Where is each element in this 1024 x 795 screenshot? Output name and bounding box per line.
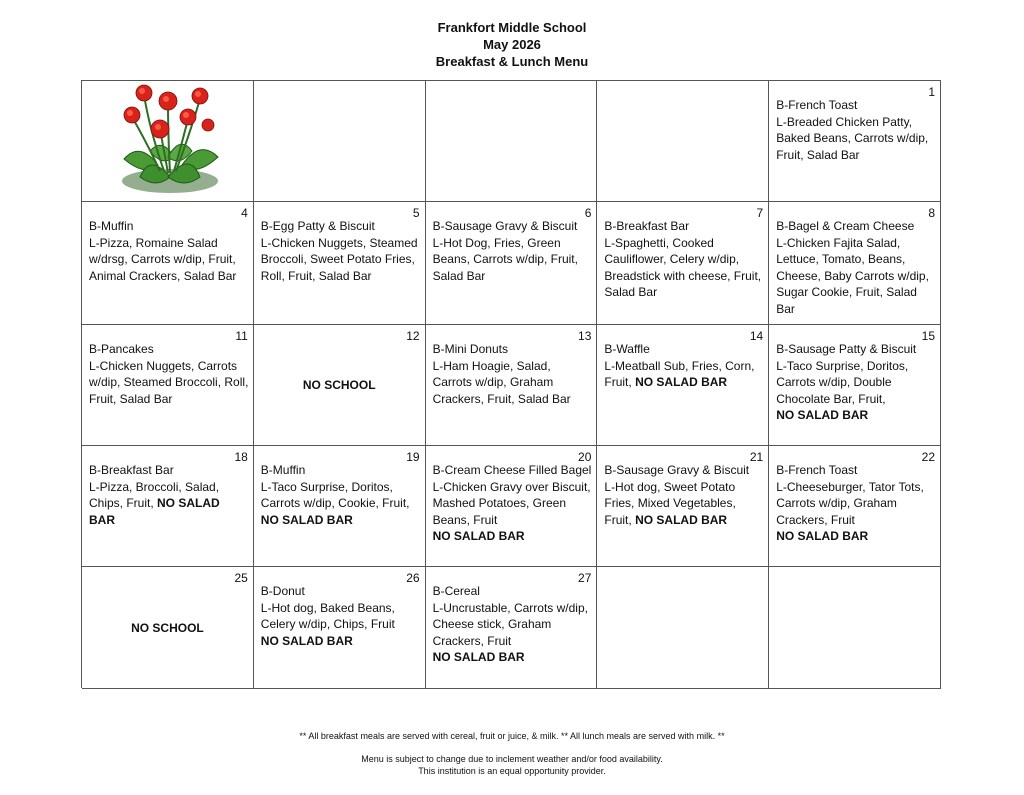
calendar-cell-day-15 bbox=[769, 325, 941, 446]
no-salad-bar-label: NO SALAD BAR bbox=[776, 529, 869, 543]
no-salad-bar-label: NO SALAD BAR bbox=[635, 375, 728, 389]
calendar-cell-day-4 bbox=[82, 202, 254, 325]
lunch-line: Broccoli, Sweet Potato Fries, bbox=[260, 252, 415, 266]
lunch-line: w/drsg, Carrots w/dip, Fruit, bbox=[89, 252, 236, 266]
no-salad-bar-label: NO SALAD BAR bbox=[635, 512, 728, 527]
lunch-line: L-Breaded Chicken Patty, bbox=[776, 114, 913, 129]
lunch-line: L-Pizza, Broccoli, Salad, bbox=[89, 479, 220, 494]
breakfast-item: B-Breakfast Bar bbox=[604, 219, 690, 233]
lunch-line-with-flag bbox=[604, 512, 764, 529]
menu-month: May 2026 bbox=[483, 37, 541, 52]
lunch-line: L-Pizza, Romaine Salad bbox=[89, 235, 218, 250]
lunch-line: Crackers, Fruit bbox=[432, 633, 512, 648]
calendar-cell-day-5 bbox=[254, 202, 426, 325]
lunch-line-with-flag bbox=[604, 374, 764, 391]
day-number: 14 bbox=[749, 329, 764, 343]
lunch-line: Cheese stick, Graham bbox=[432, 617, 552, 631]
breakfast-item: B-Muffin bbox=[89, 219, 134, 233]
lunch-line: Cauliflower, Celery w/dip, bbox=[604, 252, 740, 266]
no-salad-bar-label: NO SALAD BAR bbox=[776, 408, 869, 422]
calendar-cell-empty bbox=[597, 567, 769, 689]
lunch-line: L-Chicken Fajita Salad, bbox=[776, 235, 901, 250]
lunch-line: Fruit, Salad Bar bbox=[89, 391, 173, 406]
lunch-line-tail: Fruit, bbox=[604, 375, 636, 389]
lunch-line: L-Chicken Gravy over Biscuit, bbox=[432, 479, 591, 494]
no-salad-bar-label: NO SALAD BAR bbox=[432, 650, 525, 664]
day-number: 6 bbox=[584, 206, 592, 220]
lunch-line: Bar bbox=[776, 301, 795, 316]
menu-title: Breakfast & Lunch Menu bbox=[435, 54, 589, 69]
no-salad-bar-label: NO SALAD BAR bbox=[260, 633, 353, 648]
calendar-cell-day-13 bbox=[426, 325, 598, 446]
lunch-line: L-Hot dog, Sweet Potato bbox=[604, 479, 736, 494]
day-number: 18 bbox=[234, 450, 248, 464]
breakfast-item: B-Muffin bbox=[260, 463, 306, 477]
lunch-line: Crackers, Fruit bbox=[776, 512, 855, 527]
page-header bbox=[0, 19, 1024, 70]
calendar-cell-empty bbox=[426, 81, 598, 202]
lunch-line: Celery w/dip, Chips, Fruit bbox=[260, 617, 395, 631]
lunch-line: Beans, Carrots w/dip, Fruit, bbox=[432, 252, 578, 266]
breakfast-item: B-Donut bbox=[260, 584, 305, 598]
lunch-line: L-Hot dog, Baked Beans, bbox=[260, 600, 395, 615]
lunch-line: L-Hot Dog, Fries, Green bbox=[432, 235, 561, 250]
calendar-cell-day-21 bbox=[597, 446, 769, 567]
lunch-line: Breadstick with cheese, Fruit, bbox=[604, 268, 762, 283]
calendar-cell-day-22 bbox=[769, 446, 941, 567]
day-number: 1 bbox=[928, 85, 935, 99]
lunch-line: Lettuce, Tomato, Beans, bbox=[776, 252, 906, 266]
lunch-line: Salad Bar bbox=[432, 268, 486, 283]
calendar-cell-day-14 bbox=[597, 325, 769, 446]
calendar-cell-empty bbox=[597, 81, 769, 202]
lunch-line: Beans, Fruit bbox=[432, 512, 498, 527]
calendar-cell-day-1 bbox=[769, 81, 941, 202]
day-number: 11 bbox=[235, 329, 248, 343]
breakfast-item: B-French Toast bbox=[776, 463, 858, 477]
lunch-line: Cheese, Baby Carrots w/dip, bbox=[776, 268, 929, 283]
lunch-line: w/dip, Steamed Broccoli, Roll, bbox=[89, 375, 249, 389]
breakfast-item: B-Waffle bbox=[604, 342, 650, 356]
breakfast-item: B-Sausage Patty & Biscuit bbox=[776, 342, 917, 356]
change-note: Menu is subject to change due to inclement weather and/or food availability. bbox=[361, 754, 663, 764]
lunch-line: Carrots w/dip, Double bbox=[776, 375, 892, 389]
equal-opportunity-note: This institution is an equal opportunity provider. bbox=[418, 766, 606, 776]
lunch-line: L-Taco Surprise, Doritos, bbox=[776, 358, 909, 373]
lunch-line: Baked Beans, Carrots w/dip, bbox=[776, 131, 929, 145]
lunch-line: Carrots w/dip, Cookie, Fruit, bbox=[260, 496, 410, 510]
breakfast-item: B-Cereal bbox=[432, 584, 480, 598]
breakfast-item: B-Egg Patty & Biscuit bbox=[260, 219, 375, 233]
calendar-cell-day-7 bbox=[597, 202, 769, 325]
flower-illustration bbox=[110, 81, 230, 199]
day-number: 12 bbox=[406, 329, 420, 343]
lunch-line: L-Spaghetti, Cooked bbox=[604, 235, 714, 250]
lunch-line: L-Meatball Sub, Fries, Corn, bbox=[604, 358, 755, 373]
day-number: 25 bbox=[234, 571, 248, 585]
breakfast-item: B-Sausage Gravy & Biscuit bbox=[604, 463, 750, 477]
day-number: 20 bbox=[578, 450, 592, 464]
calendar-cell-day-11 bbox=[82, 325, 254, 446]
day-number: 4 bbox=[241, 206, 248, 220]
lunch-line: Roll, Fruit, Salad Bar bbox=[260, 268, 372, 283]
menu-calendar bbox=[81, 80, 941, 688]
lunch-line-tail: Fruit, bbox=[604, 512, 636, 527]
lunch-line: L-Uncrustable, Carrots w/dip, bbox=[432, 600, 588, 615]
no-salad-bar-label: NO SALAD BAR bbox=[432, 529, 525, 543]
day-number: 8 bbox=[928, 206, 935, 220]
lunch-line: L-Chicken Nuggets, Carrots bbox=[89, 358, 238, 373]
no-salad-bar-label: NO SALAD BAR bbox=[260, 512, 353, 527]
day-number: 19 bbox=[406, 450, 420, 464]
no-school-label: NO SCHOOL bbox=[302, 377, 376, 392]
school-name: Frankfort Middle School bbox=[437, 20, 587, 35]
lunch-line: Fries, Mixed Vegetables, bbox=[604, 496, 736, 510]
lunch-line: Chocolate Bar, Fruit, bbox=[776, 391, 886, 406]
calendar-cell-day-27 bbox=[426, 567, 598, 689]
calendar-cell-day-12 bbox=[254, 325, 426, 446]
calendar-cell-day-26 bbox=[254, 567, 426, 689]
calendar-cell-flower bbox=[82, 81, 254, 202]
breakfast-item: B-Breakfast Bar bbox=[89, 463, 174, 477]
day-number: 13 bbox=[578, 329, 592, 343]
lunch-line: Carrots w/dip, Graham bbox=[432, 375, 554, 389]
calendar-cell-day-20 bbox=[426, 446, 598, 567]
day-number: 5 bbox=[412, 206, 420, 220]
breakfast-item: B-Pancakes bbox=[89, 342, 154, 356]
day-number: 26 bbox=[406, 571, 420, 585]
breakfast-item: B-Mini Donuts bbox=[432, 342, 508, 356]
calendar-cell-day-25 bbox=[82, 567, 254, 689]
day-number: 7 bbox=[756, 206, 764, 220]
lunch-line: Carrots w/dip, Graham bbox=[776, 496, 897, 510]
lunch-line: Crackers, Fruit, Salad Bar bbox=[432, 391, 571, 406]
breakfast-item: B-Sausage Gravy & Biscuit bbox=[432, 219, 578, 233]
calendar-cell-day-6 bbox=[426, 202, 598, 325]
calendar-cell-day-19 bbox=[254, 446, 426, 567]
day-number: 27 bbox=[578, 571, 592, 585]
breakfast-item: B-Cream Cheese Filled Bagel bbox=[432, 463, 592, 477]
breakfast-item: B-French Toast bbox=[776, 98, 858, 112]
day-number: 21 bbox=[749, 450, 764, 464]
lunch-line: Salad Bar bbox=[604, 285, 658, 299]
calendar-cell-empty bbox=[254, 81, 426, 202]
calendar-cell-day-18 bbox=[82, 446, 254, 567]
lunch-line: L-Cheeseburger, Tator Tots, bbox=[776, 479, 924, 494]
lunch-line-with-flag bbox=[89, 495, 249, 528]
milk-note: ** All breakfast meals are served with cereal, fruit or juice, & milk. ** All lunch meals are served with milk. ** bbox=[299, 731, 725, 741]
lunch-line: Fruit, Salad Bar bbox=[776, 147, 860, 162]
lunch-line: Mashed Potatoes, Green bbox=[432, 496, 567, 510]
calendar-cell-empty bbox=[769, 567, 941, 689]
lunch-line: L-Chicken Nuggets, Steamed bbox=[260, 235, 418, 250]
no-school-label: NO SCHOOL bbox=[131, 620, 204, 635]
calendar-cell-day-8 bbox=[769, 202, 941, 325]
lunch-line: Animal Crackers, Salad Bar bbox=[89, 268, 237, 283]
day-number: 15 bbox=[921, 329, 935, 343]
lunch-line-tail: Chips, Fruit, bbox=[89, 496, 158, 510]
lunch-line: L-Taco Surprise, Doritos, bbox=[260, 479, 393, 494]
day-number: 22 bbox=[921, 450, 935, 464]
breakfast-item: B-Bagel & Cream Cheese bbox=[776, 219, 915, 233]
no-salad-bar-label: NO SALAD BAR bbox=[89, 496, 220, 527]
lunch-line: L-Ham Hoagie, Salad, bbox=[432, 358, 551, 373]
lunch-line: Sugar Cookie, Fruit, Salad bbox=[776, 285, 917, 299]
